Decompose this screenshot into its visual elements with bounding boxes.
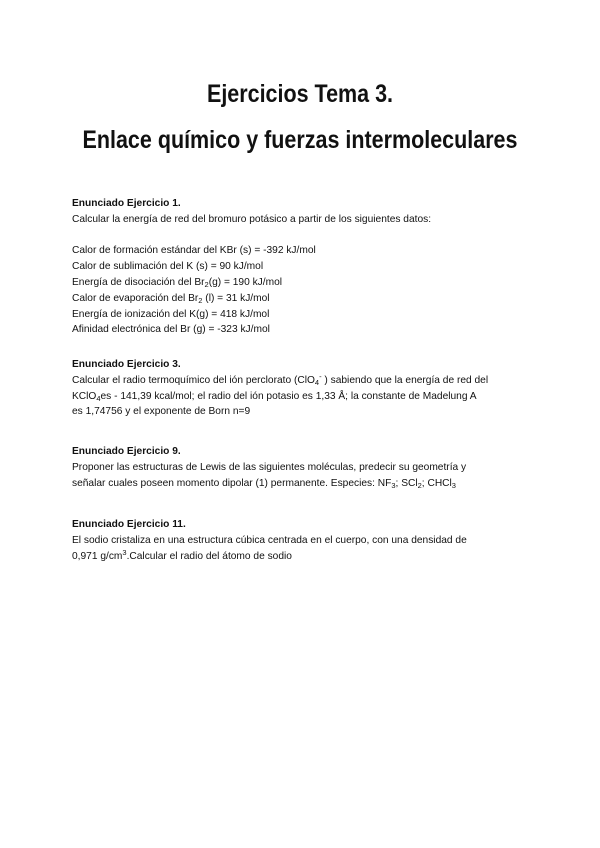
exercise-9-line-1: Proponer las estructuras de Lewis de las siguientes moléculas, predecir su geometría y xyxy=(72,461,467,473)
page-subtitle: Enlace químico y fuerzas intermoleculares xyxy=(82,126,518,154)
exercise-1-heading: Enunciado Ejercicio 1. xyxy=(72,198,181,209)
exercise-1-data-evaporation: Calor de evaporación del $Br_2$ (l) = 31 kJ/mol xyxy=(72,292,270,305)
page-title: Ejercicios Tema 3. xyxy=(206,80,394,108)
exercise-11-line-2: 0,971 $g/cm^3.Calcular$ el radio del átomo de sodio xyxy=(72,547,292,562)
exercise-1-data-sublimation: Calor de sublimación del K (s) = 90 kJ/mol xyxy=(72,261,264,273)
exercise-11-heading: Enunciado Ejercicio 11. xyxy=(72,519,186,530)
exercise-3-line-3: es 1,74756 y el exponente de Born n=9 xyxy=(72,406,251,418)
exercise-9-heading: Enunciado Ejercicio 9. xyxy=(72,446,181,457)
exercise-1-data-formation: Calor de formación estándar del KBr (s) = -392 kJ/mol xyxy=(72,245,316,257)
exercise-11-line-1: El sodio cristaliza en una estructura cúbica centrada en el cuerpo, con una densidad de xyxy=(72,534,467,546)
exercise-1 xyxy=(72,196,532,338)
exercise-3-line-2: KClO$_4$es - 141,39 kcal/mol; el radio del ión potasio es 1,33 Å; la constante de Madelung A xyxy=(72,390,477,403)
exercise-9 xyxy=(72,444,532,491)
exercise-3-heading: Enunciado Ejercicio 3. xyxy=(72,359,181,370)
exercise-1-data-dissociation: Energía de disociación del $Br_2(g) = 190$ kJ/mol xyxy=(72,276,283,289)
exercise-1-data-ionization: Energía de ionización del K(g) = 418 kJ/mol xyxy=(72,308,270,320)
exercise-3-line-1: Calcular el radio termoquímico del ión perclorato (ClO$_4$- ) sabiendo que la energía de red del xyxy=(72,371,489,387)
exercise-3 xyxy=(72,357,532,420)
exercise-11 xyxy=(72,517,532,564)
exercise-9-line-2: señalar cuales poseen momento dipolar (1) permanente. Especies: $NF_3$; SCl$_2$; CHCl$_3$ xyxy=(72,477,456,490)
exercise-1-statement: Calcular la energía de red del bromuro potásico a partir de los siguientes datos: xyxy=(72,213,432,225)
exercise-1-data-affinity: Afinidad electrónica del Br (g) = -323 kJ/mol xyxy=(72,324,270,336)
